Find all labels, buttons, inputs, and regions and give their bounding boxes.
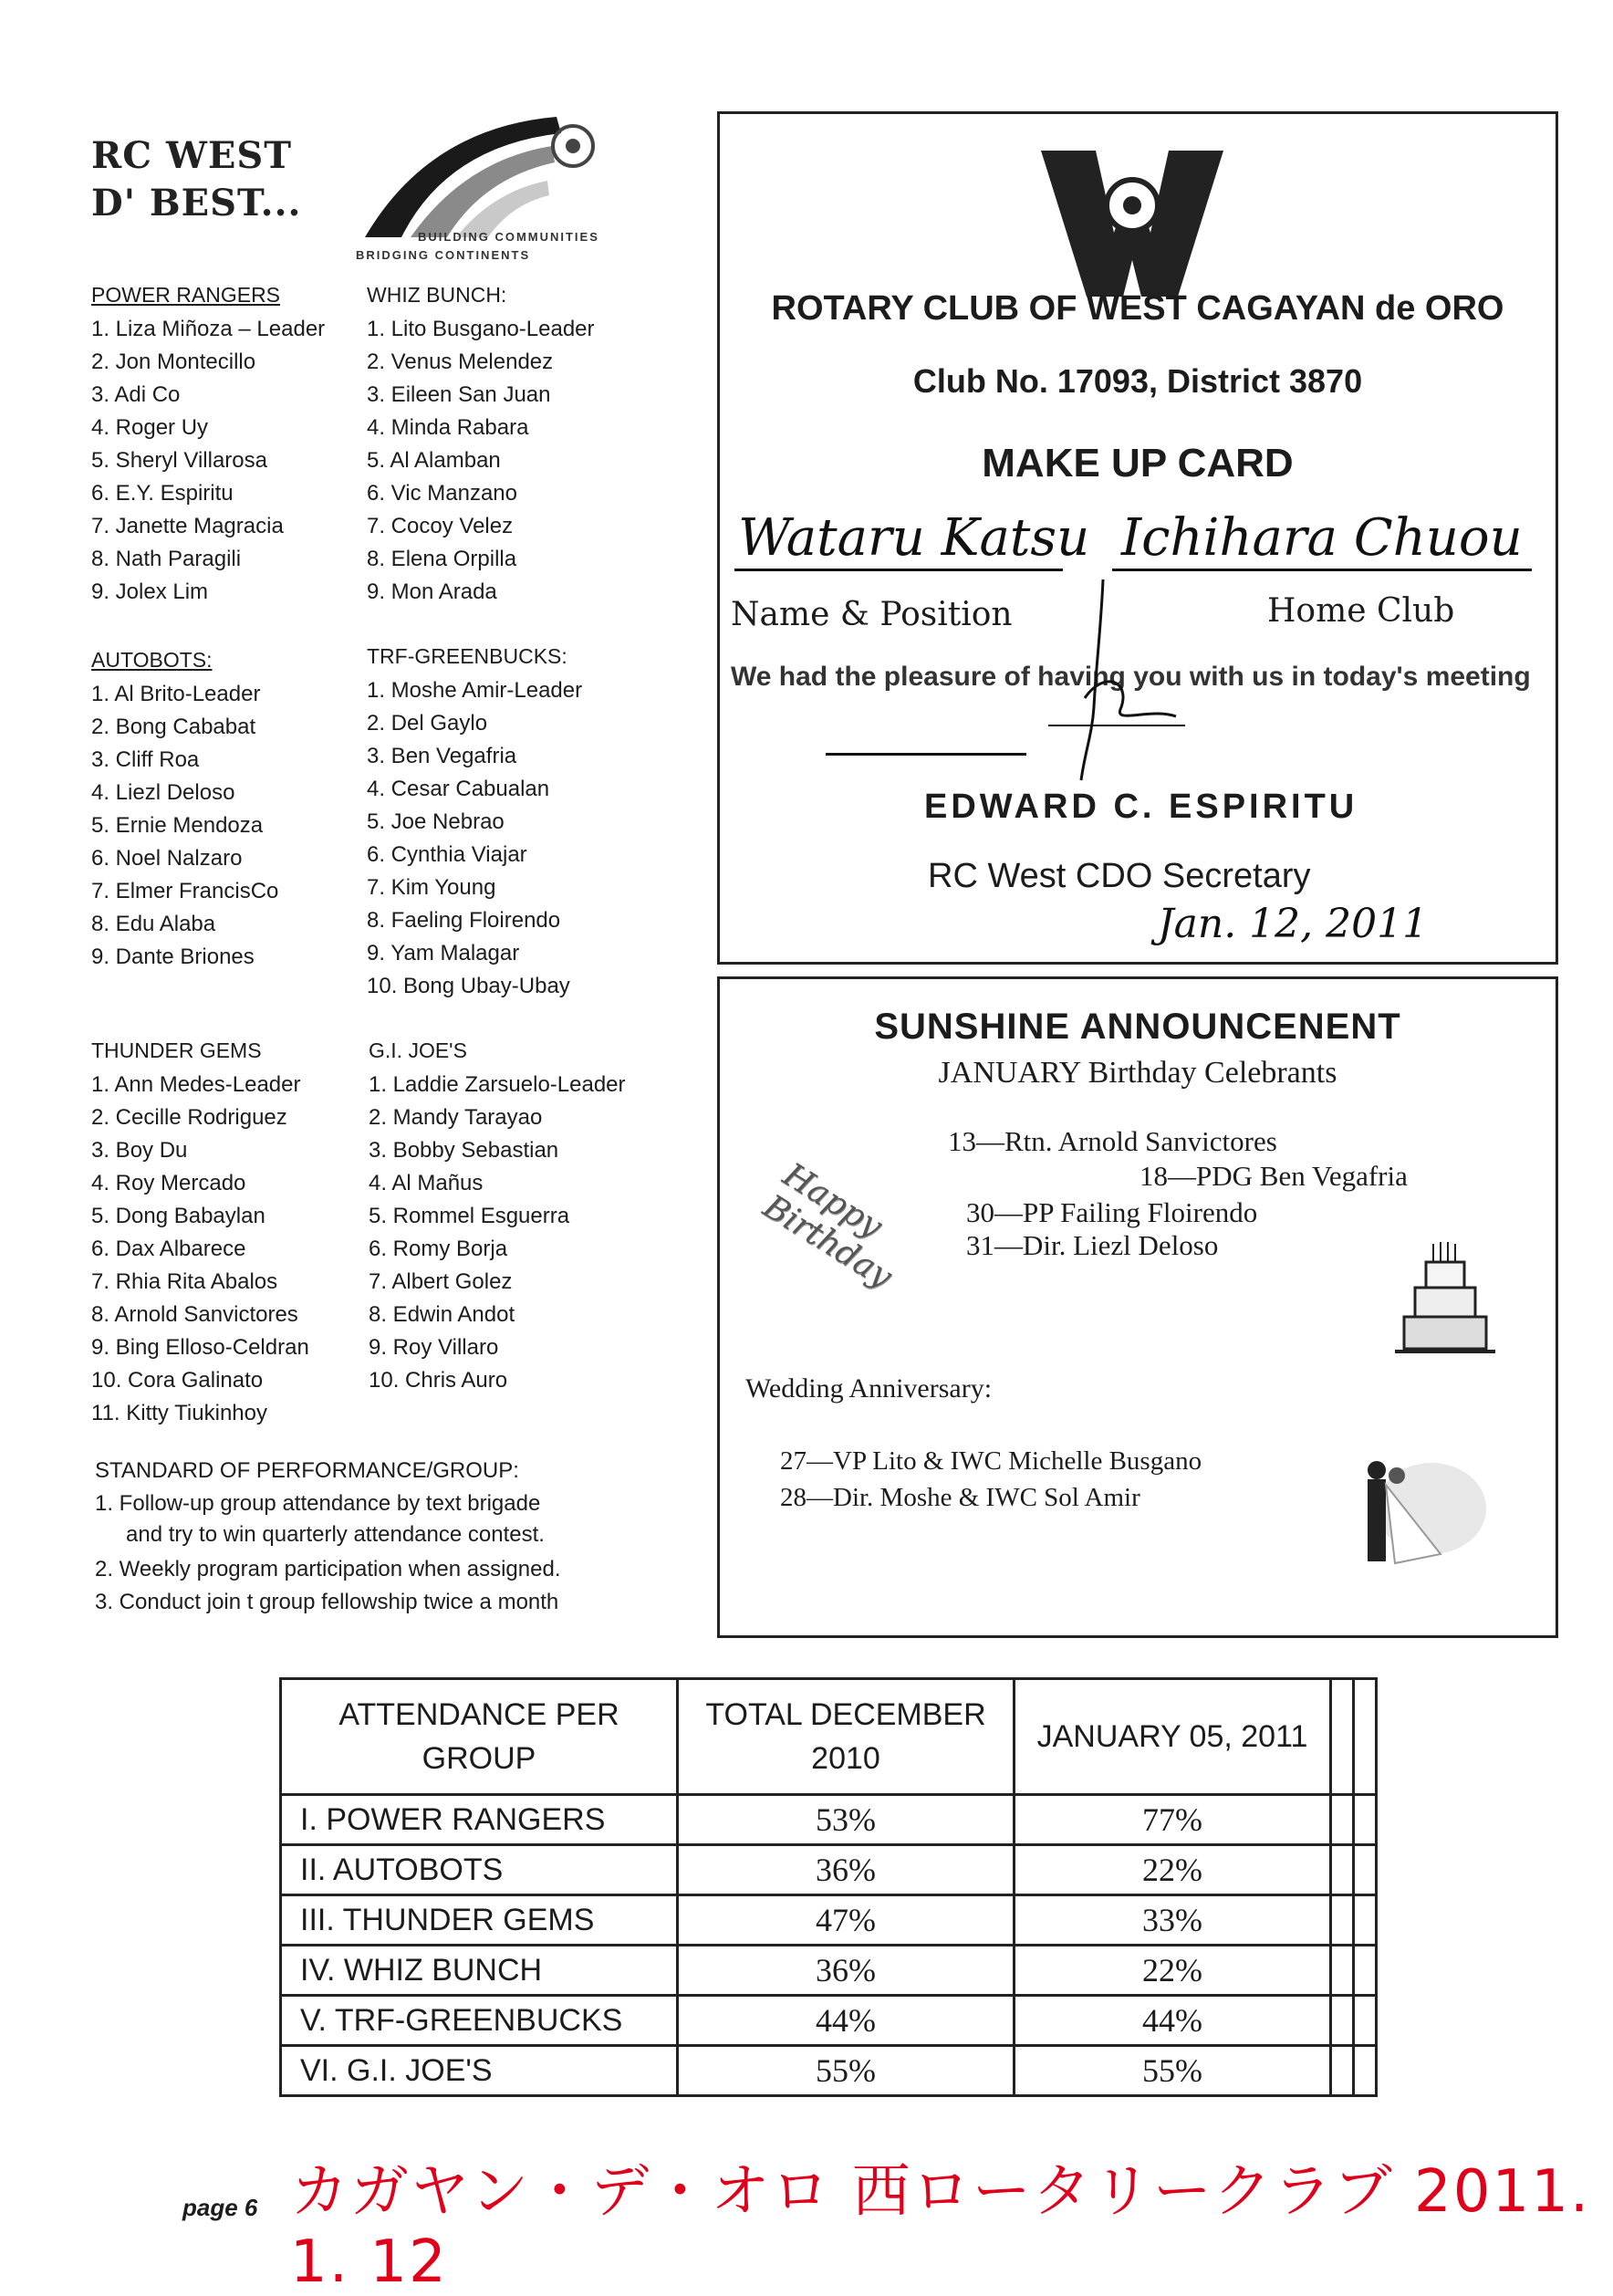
group-power-rangers: [91, 283, 325, 609]
january-cell: 33%: [1015, 1895, 1331, 1946]
member-item: 9. Jolex Lim: [91, 579, 209, 604]
wedding-item: 27—VP Lito & IWC Michelle Busgano: [780, 1446, 1202, 1476]
standard-of-performance: [95, 1458, 561, 1619]
member-item: 7. Elmer FrancisCo: [91, 879, 279, 903]
header-empty-1: [1331, 1679, 1354, 1795]
member-list: [367, 313, 595, 609]
member-item: 4. Roy Mercado: [91, 1171, 246, 1195]
member-item: 4. Liezl Deloso: [91, 780, 235, 805]
member-list: [369, 1069, 626, 1397]
empty-cell: [1354, 1946, 1377, 1996]
group-title: WHIZ BUNCH:: [367, 283, 507, 307]
page-number: page 6: [182, 2194, 258, 2221]
member-item: 1. Ann Medes-Leader: [91, 1072, 301, 1097]
standard-item-1: 1. Follow-up group attendance by text brigade: [95, 1491, 541, 1516]
group-cell: I. POWER RANGERS: [281, 1795, 678, 1845]
january-cell: 44%: [1015, 1996, 1331, 2046]
attendance-table: [279, 1677, 1378, 2097]
member-item: 7. Kim Young: [367, 875, 496, 900]
sunshine-title: SUNSHINE ANNOUNCENENT: [874, 1007, 1401, 1047]
member-item: 9. Yam Malagar: [367, 941, 520, 965]
member-item: 10. Bong Ubay-Ubay: [367, 974, 570, 998]
member-item: 7. Janette Magracia: [91, 514, 284, 538]
december-cell: 36%: [678, 1845, 1015, 1895]
member-item: 5. Dong Babaylan: [91, 1204, 265, 1228]
member-item: 6. E.Y. Espiritu: [91, 481, 234, 506]
member-item: 6. Vic Manzano: [367, 481, 517, 506]
header-december: TOTAL DECEMBER 2010: [678, 1679, 1015, 1795]
group-cell: VI. G.I. JOE'S: [281, 2046, 678, 2096]
secretary-title: RC West CDO Secretary: [928, 857, 1311, 895]
member-item: 6. Romy Borja: [369, 1237, 508, 1261]
rc-west-w-logo-icon: [1041, 151, 1223, 297]
empty-cell: [1354, 1845, 1377, 1895]
header-january: JANUARY 05, 2011: [1015, 1679, 1331, 1795]
january-cell: 22%: [1015, 1946, 1331, 1996]
january-cell: 55%: [1015, 2046, 1331, 2096]
empty-cell: [1331, 1795, 1354, 1845]
signature-line: [826, 753, 1026, 756]
member-item: 3. Bobby Sebastian: [369, 1138, 559, 1163]
pleasure-statement: We had the pleasure of having you with us in today's meeting: [731, 662, 1531, 692]
empty-cell: [1354, 1996, 1377, 2046]
member-item: 11. Kitty Tiukinhoy: [91, 1401, 267, 1425]
member-item: 5. Rommel Esguerra: [369, 1204, 570, 1228]
empty-cell: [1331, 1996, 1354, 2046]
member-item: 3. Eileen San Juan: [367, 382, 551, 407]
club-name: ROTARY CLUB OF WEST CAGAYAN de ORO: [771, 289, 1504, 328]
december-cell: 55%: [678, 2046, 1015, 2096]
signature-icon: [994, 570, 1194, 789]
newsletter-title-line2: D' BEST...: [91, 182, 302, 224]
member-item: 9. Roy Villaro: [369, 1335, 499, 1360]
member-item: 8. Faeling Floirendo: [367, 908, 561, 933]
member-list: [91, 678, 278, 974]
group-gi-joes: [369, 1038, 626, 1397]
member-item: 9. Mon Arada: [367, 579, 497, 604]
rotary-theme-logo: [347, 110, 639, 274]
table-row: [281, 1845, 1377, 1895]
handwritten-home-club: Ichihara Chuou: [1121, 508, 1523, 568]
table-row: [281, 2046, 1377, 2096]
wedding-couple-icon: [1340, 1445, 1495, 1572]
member-item: 1. Lito Busgano-Leader: [367, 317, 595, 341]
birthday-item: 31—Dir. Liezl Deloso: [966, 1229, 1219, 1261]
handwritten-japanese-note: カガヤン・デ・オロ 西ロータリークラブ 2011. 1. 12: [290, 2158, 1591, 2296]
member-item: 5. Joe Nebrao: [367, 809, 505, 834]
table-row: [281, 1996, 1377, 2046]
member-list: [91, 1069, 309, 1430]
member-item: 6. Dax Albarece: [91, 1237, 246, 1261]
december-cell: 53%: [678, 1795, 1015, 1845]
standard-item-2: 2. Weekly program participation when assigned.: [95, 1557, 561, 1581]
member-item: 7. Rhia Rita Abalos: [91, 1269, 278, 1294]
group-title: G.I. JOE'S: [369, 1038, 467, 1062]
member-item: 9. Bing Elloso-Celdran: [91, 1335, 309, 1360]
group-cell: IV. WHIZ BUNCH: [281, 1946, 678, 1996]
member-item: 7. Albert Golez: [369, 1269, 513, 1294]
member-item: 2. Cecille Rodriguez: [91, 1105, 287, 1130]
attendance-body: [281, 1795, 1377, 2096]
happy-birthday-graphic: Happy Birthday: [756, 1155, 899, 1296]
member-item: 8. Elena Orpilla: [367, 547, 517, 571]
empty-cell: [1331, 1895, 1354, 1946]
empty-cell: [1354, 1795, 1377, 1845]
standard-item-3: 3. Conduct join t group fellowship twice a month: [95, 1590, 559, 1614]
member-item: 2. Bong Cababat: [91, 715, 256, 739]
birthday-cake-icon: [1386, 1216, 1504, 1362]
group-thunder-gems: [91, 1038, 309, 1430]
wedding-label: Wedding Anniversary:: [745, 1373, 993, 1404]
table-row: [281, 1946, 1377, 1996]
member-item: 3. Adi Co: [91, 382, 181, 407]
december-cell: 47%: [678, 1895, 1015, 1946]
logo-tagline-2: BRIDGING CONTINENTS: [356, 248, 531, 262]
make-up-card: [717, 111, 1558, 965]
group-trf-greenbucks: [367, 644, 582, 1003]
december-cell: 44%: [678, 1996, 1015, 2046]
handwritten-name: Wataru Katsu: [738, 508, 1090, 568]
member-item: 5. Sheryl Villarosa: [91, 448, 267, 473]
december-cell: 36%: [678, 1946, 1015, 1996]
table-row: [281, 1895, 1377, 1946]
table-header-row: [281, 1679, 1377, 1795]
empty-cell: [1354, 1895, 1377, 1946]
member-item: 8. Arnold Sanvictores: [91, 1302, 298, 1327]
group-title: AUTOBOTS:: [91, 648, 213, 672]
group-cell: III. THUNDER GEMS: [281, 1895, 678, 1946]
member-item: 10. Cora Galinato: [91, 1368, 264, 1393]
member-list: [91, 313, 325, 609]
group-cell: II. AUTOBOTS: [281, 1845, 678, 1895]
january-cell: 77%: [1015, 1795, 1331, 1845]
member-list: [367, 674, 582, 1003]
member-item: 4. Roger Uy: [91, 415, 209, 440]
member-item: 5. Al Alamban: [367, 448, 501, 473]
member-item: 3. Cliff Roa: [91, 747, 200, 772]
member-item: 4. Cesar Cabualan: [367, 777, 550, 801]
member-item: 6. Noel Nalzaro: [91, 846, 243, 871]
secretary-name: EDWARD C. ESPIRITU: [924, 788, 1358, 826]
birthday-item: 13—Rtn. Arnold Sanvictores: [948, 1125, 1277, 1157]
table-row: [281, 1795, 1377, 1845]
member-item: 2. Jon Montecillo: [91, 350, 256, 374]
member-item: 1. Moshe Amir-Leader: [367, 678, 583, 703]
group-autobots: [91, 648, 278, 974]
header-group: ATTENDANCE PER GROUP: [281, 1679, 678, 1795]
member-item: 3. Boy Du: [91, 1138, 188, 1163]
birthday-item: 30—PP Failing Floirendo: [966, 1196, 1258, 1228]
empty-cell: [1331, 1845, 1354, 1895]
member-item: 2. Del Gaylo: [367, 711, 488, 736]
wedding-item: 28—Dir. Moshe & IWC Sol Amir: [780, 1483, 1140, 1512]
group-title: TRF-GREENBUCKS:: [367, 644, 567, 668]
standard-item-1-continued: and try to win quarterly attendance contest.: [126, 1522, 545, 1547]
member-item: 1. Laddie Zarsuelo-Leader: [369, 1072, 626, 1097]
empty-cell: [1331, 1946, 1354, 1996]
handwritten-date: Jan. 12, 2011: [1158, 901, 1429, 947]
member-item: 1. Liza Miñoza – Leader: [91, 317, 326, 341]
member-item: 5. Ernie Mendoza: [91, 813, 264, 838]
group-title: POWER RANGERS: [91, 283, 281, 307]
member-item: 3. Ben Vegafria: [367, 744, 517, 768]
birthday-item: 18—PDG Ben Vegafria: [1140, 1160, 1408, 1192]
member-item: 6. Cynthia Viajar: [367, 842, 527, 867]
home-club-label: Home Club: [1267, 592, 1455, 630]
standard-title: STANDARD OF PERFORMANCE/GROUP:: [95, 1458, 519, 1483]
group-whiz-bunch: [367, 283, 595, 609]
newsletter-title-line1: RC WEST: [91, 134, 293, 177]
member-item: 7. Cocoy Velez: [367, 514, 514, 538]
newsletter-title: [91, 132, 301, 227]
empty-cell: [1354, 2046, 1377, 2096]
empty-cell: [1331, 2046, 1354, 2096]
member-item: 4. Minda Rabara: [367, 415, 529, 440]
member-item: 2. Venus Melendez: [367, 350, 554, 374]
member-item: 8. Edu Alaba: [91, 912, 216, 936]
group-cell: V. TRF-GREENBUCKS: [281, 1996, 678, 2046]
member-item: 4. Al Mañus: [369, 1171, 484, 1195]
name-position-label: Name & Position: [731, 596, 1013, 633]
january-cell: 22%: [1015, 1845, 1331, 1895]
member-item: 8. Nath Paragili: [91, 547, 242, 571]
member-item: 8. Edwin Andot: [369, 1302, 515, 1327]
rotary-theme-swoosh-icon: [347, 110, 639, 246]
logo-tagline-1: BUILDING COMMUNITIES: [418, 230, 599, 244]
sunshine-subtitle: JANUARY Birthday Celebrants: [938, 1056, 1337, 1090]
sunshine-announcement: [717, 976, 1558, 1638]
member-item: 2. Mandy Tarayao: [369, 1105, 543, 1130]
member-item: 1. Al Brito-Leader: [91, 682, 261, 706]
member-item: 9. Dante Briones: [91, 944, 255, 969]
member-item: 10. Chris Auro: [369, 1368, 508, 1393]
make-up-card-title: MAKE UP CARD: [982, 441, 1294, 485]
header-empty-2: [1354, 1679, 1377, 1795]
group-title: THUNDER GEMS: [91, 1038, 262, 1062]
club-number: Club No. 17093, District 3870: [912, 362, 1363, 400]
